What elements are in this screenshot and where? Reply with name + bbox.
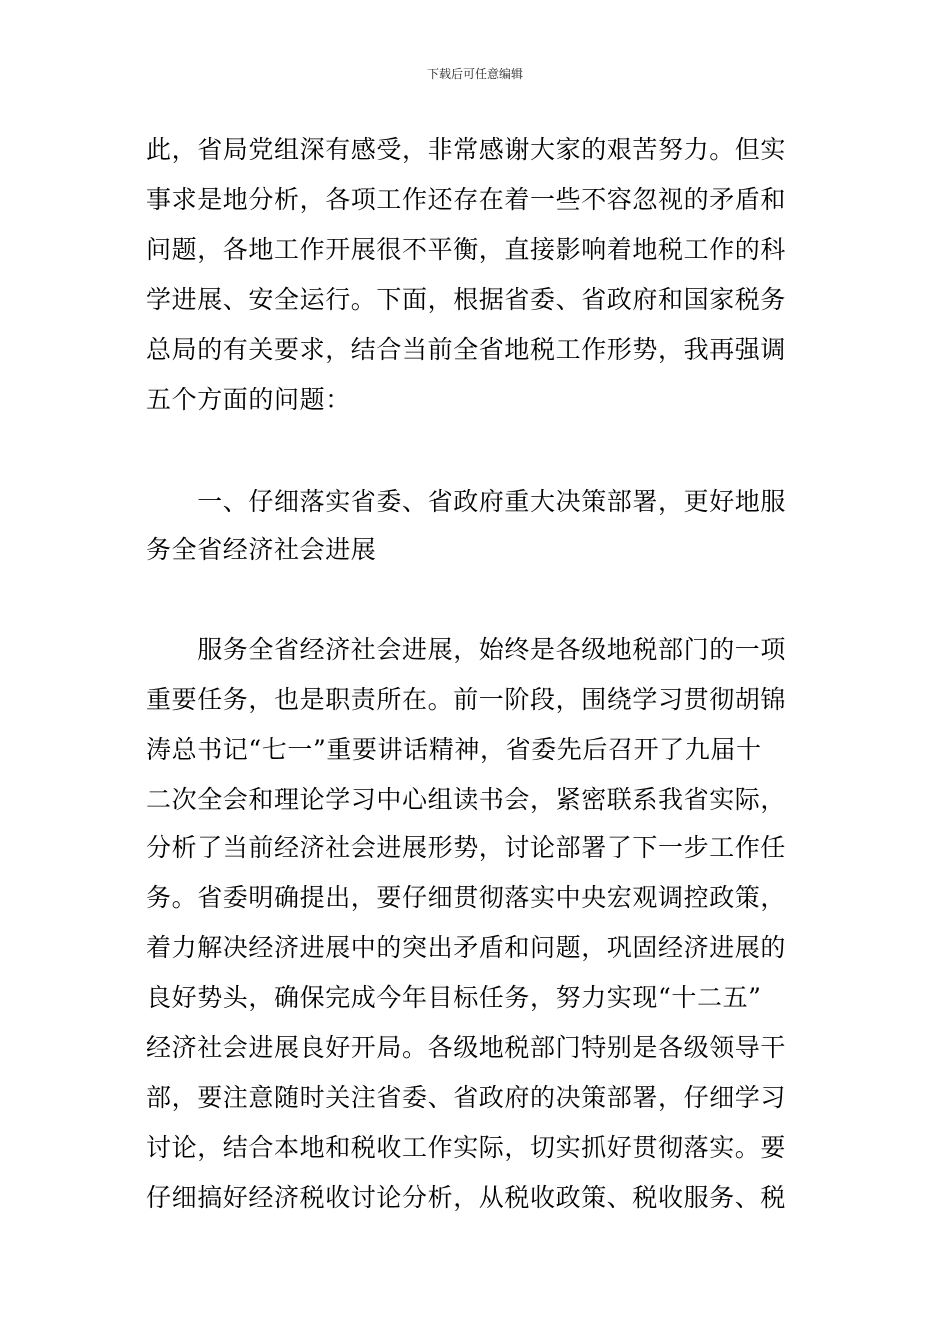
- section-heading-line: 一、仔细落实省委、省政府重大决策部署，更好地服: [146, 487, 787, 516]
- text-line: 重要任务，也是职责所在。前一阶段，围绕学习贯彻胡锦: [146, 685, 787, 714]
- text-line: 着力解决经济进展中的突出矛盾和问题，巩固经济进展的: [146, 933, 787, 962]
- text-line: 涛总书记“七一”重要讲话精神，省委先后召开了九届十: [146, 735, 762, 764]
- text-line: 二次全会和理论学习中心组读书会，紧密联系我省实际，: [146, 785, 787, 814]
- text-line: 务。省委明确提出，要仔细贯彻落实中央宏观调控政策，: [146, 883, 787, 912]
- text-line: 仔细搞好经济税收讨论分析，从税收政策、税收服务、税: [146, 1183, 787, 1212]
- section-heading-line: 务全省经济社会进展: [146, 535, 377, 564]
- text-line: 问题，各地工作开展很不平衡，直接影响着地税工作的科: [146, 235, 787, 264]
- text-line: 学进展、安全运行。下面，根据省委、省政府和国家税务: [146, 285, 787, 314]
- text-line: 事求是地分析，各项工作还存在着一些不容忽视的矛盾和: [146, 185, 787, 214]
- text-line: 部，要注意随时关注省委、省政府的决策部署，仔细学习: [146, 1083, 787, 1112]
- text-line: 经济社会进展良好开局。各级地税部门特别是各级领导干: [146, 1033, 787, 1062]
- text-line: 服务全省经济社会进展，始终是各级地税部门的一项: [146, 635, 787, 664]
- text-line: 讨论，结合本地和税收工作实际，切实抓好贯彻落实。要: [146, 1133, 787, 1162]
- text-line: 良好势头，确保完成今年目标任务，努力实现“十二五”: [146, 983, 762, 1012]
- text-line: 此，省局党组深有感受，非常感谢大家的艰苦努力。但实: [146, 135, 787, 164]
- page-header: 下载后可任意编辑: [426, 67, 523, 81]
- text-line: 分析了当前经济社会进展形势，讨论部署了下一步工作任: [146, 833, 787, 862]
- text-line: 五个方面的问题：: [146, 385, 351, 414]
- text-line: 总局的有关要求，结合当前全省地税工作形势，我再强调: [146, 335, 787, 364]
